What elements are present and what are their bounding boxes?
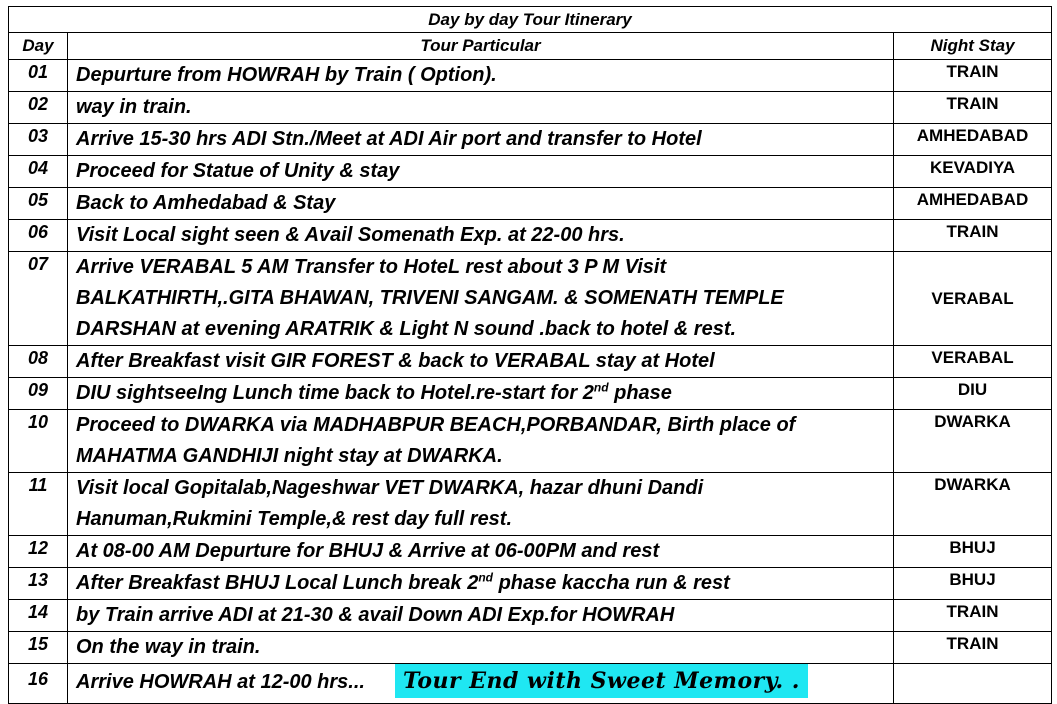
night-stay-cell: BHUJ — [894, 568, 1052, 600]
day-cell: 15 — [9, 632, 68, 664]
tour-end-banner: Tour End with Sweet Memory. . — [395, 664, 808, 698]
night-stay-cell: TRAIN — [894, 92, 1052, 124]
day-cell: 01 — [9, 60, 68, 92]
particular-cell: Proceed for Statue of Unity & stay — [68, 156, 894, 188]
night-stay-cell: TRAIN — [894, 632, 1052, 664]
table-row — [9, 156, 1052, 188]
particular-cell: way in train. — [68, 92, 894, 124]
table-row — [9, 378, 1052, 410]
night-stay-cell: VERABAL — [894, 252, 1052, 346]
table-row — [9, 220, 1052, 252]
particular-cell — [68, 473, 894, 536]
table-row — [9, 632, 1052, 664]
night-stay-cell: TRAIN — [894, 220, 1052, 252]
particular-line: BALKATHIRTH,.GITA BHAWAN, TRIVENI SANGAM. & SOMENATH TEMPLE — [76, 287, 784, 309]
night-stay-cell: BHUJ — [894, 536, 1052, 568]
ordinal-suffix: nd — [478, 570, 494, 585]
night-stay-cell — [894, 664, 1052, 704]
table-row — [9, 473, 1052, 536]
table-row — [9, 124, 1052, 156]
day-cell: 16 — [9, 664, 68, 704]
particular-text: After Breakfast BHUJ Local Lunch break 2 — [76, 572, 479, 594]
particular-cell — [68, 378, 894, 410]
ordinal-suffix: nd — [593, 380, 609, 395]
night-stay-cell: DIU — [894, 378, 1052, 410]
header-particular: Tour Particular — [68, 33, 894, 60]
day-cell: 13 — [9, 568, 68, 600]
table-row — [9, 92, 1052, 124]
header-day: Day — [9, 33, 68, 60]
table-row — [9, 60, 1052, 92]
particular-cell: Visit Local sight seen & Avail Somenath Exp. at 22-00 hrs. — [68, 220, 894, 252]
day-cell: 08 — [9, 346, 68, 378]
night-stay-cell: VERABAL — [894, 346, 1052, 378]
particular-cell: On the way in train. — [68, 632, 894, 664]
table-row — [9, 346, 1052, 378]
day-cell: 09 — [9, 378, 68, 410]
particular-cell: After Breakfast visit GIR FOREST & back to VERABAL stay at Hotel — [68, 346, 894, 378]
night-stay-cell: TRAIN — [894, 600, 1052, 632]
day-cell: 12 — [9, 536, 68, 568]
night-stay-cell: AMHEDABAD — [894, 188, 1052, 220]
day-cell: 11 — [9, 473, 68, 536]
table-row — [9, 600, 1052, 632]
night-stay-cell: DWARKA — [894, 473, 1052, 536]
table-row — [9, 536, 1052, 568]
particular-text: phase kaccha run & rest — [493, 572, 730, 594]
particular-cell: Arrive 15-30 hrs ADI Stn./Meet at ADI Air port and transfer to Hotel — [68, 124, 894, 156]
itinerary-table — [8, 6, 1052, 704]
particular-line: Hanuman,Rukmini Temple,& rest day full rest. — [76, 508, 513, 530]
particular-cell: Depurture from HOWRAH by Train ( Option). — [68, 60, 894, 92]
particular-line: MAHATMA GANDHIJI night stay at DWARKA. — [76, 445, 503, 467]
table-row — [9, 568, 1052, 600]
particular-text: phase — [608, 382, 672, 404]
night-stay-cell: DWARKA — [894, 410, 1052, 473]
table-row — [9, 252, 1052, 346]
day-cell: 03 — [9, 124, 68, 156]
day-cell: 10 — [9, 410, 68, 473]
day-cell: 14 — [9, 600, 68, 632]
particular-cell — [68, 252, 894, 346]
particular-line: Arrive VERABAL 5 AM Transfer to HoteL rest about 3 P M Visit — [76, 256, 667, 278]
night-stay-cell: TRAIN — [894, 60, 1052, 92]
table-row — [9, 188, 1052, 220]
day-cell: 07 — [9, 252, 68, 346]
particular-cell — [68, 568, 894, 600]
table-row — [9, 410, 1052, 473]
particular-text: Arrive HOWRAH at 12-00 hrs... — [76, 671, 365, 693]
night-stay-cell: KEVADIYA — [894, 156, 1052, 188]
day-cell: 02 — [9, 92, 68, 124]
night-stay-cell: AMHEDABAD — [894, 124, 1052, 156]
header-night-stay: Night Stay — [894, 33, 1052, 60]
particular-cell — [68, 410, 894, 473]
day-cell: 04 — [9, 156, 68, 188]
particular-cell: At 08-00 AM Depurture for BHUJ & Arrive at 06-00PM and rest — [68, 536, 894, 568]
particular-line: Proceed to DWARKA via MADHABPUR BEACH,PORBANDAR, Birth place of — [76, 414, 796, 436]
particular-text: DIU sightseeIng Lunch time back to Hotel.re-start for 2 — [76, 382, 594, 404]
particular-cell — [68, 664, 894, 704]
particular-cell: by Train arrive ADI at 21-30 & avail Down ADI Exp.for HOWRAH — [68, 600, 894, 632]
day-cell: 06 — [9, 220, 68, 252]
day-cell: 05 — [9, 188, 68, 220]
table-title: Day by day Tour Itinerary — [9, 7, 1052, 33]
particular-cell: Back to Amhedabad & Stay — [68, 188, 894, 220]
particular-line: Visit local Gopitalab,Nageshwar VET DWARKA, hazar dhuni Dandi — [76, 477, 704, 499]
particular-line: DARSHAN at evening ARATRIK & Light N sound .back to hotel & rest. — [76, 318, 737, 340]
table-row — [9, 664, 1052, 704]
